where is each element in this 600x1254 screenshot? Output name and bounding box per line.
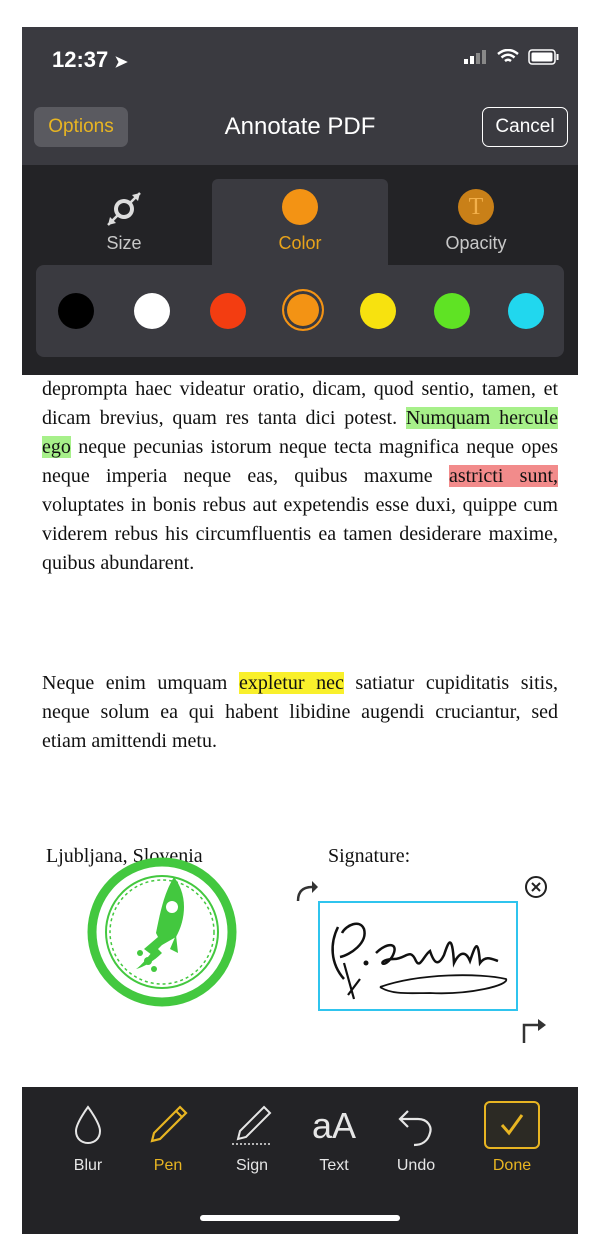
tool-blur-label: Blur	[73, 1157, 103, 1174]
swatch-orange-selected[interactable]	[282, 289, 324, 331]
paragraph-1-text-c: voluptates in bonis rebus aut expetendis esse duxi, quippe cum viderem rebus his circumfluentis ea tamen desiderare maxime, quibus abundarent.	[42, 494, 558, 574]
options-button[interactable]: Options	[34, 107, 128, 147]
tool-sign[interactable]	[214, 1101, 290, 1183]
resize-handle-icon[interactable]	[520, 1015, 548, 1045]
swatch-red[interactable]	[210, 293, 246, 329]
remove-signature-icon[interactable]	[524, 875, 548, 899]
swatch-yellow[interactable]	[360, 293, 396, 329]
page-title: Annotate PDF	[224, 113, 376, 140]
undo-icon	[394, 1103, 438, 1147]
tool-done-label: Done	[492, 1157, 532, 1174]
tab-size-label: Size	[106, 233, 142, 253]
signature-drawing	[320, 903, 516, 1009]
check-icon	[484, 1101, 540, 1149]
size-icon	[102, 187, 146, 231]
annotation-toolbar	[22, 165, 578, 375]
location-caption: Ljubljana, Slovenia	[46, 845, 203, 867]
rocket-stamp[interactable]	[78, 857, 248, 1007]
tool-sign-label: Sign	[235, 1157, 269, 1174]
tool-text-label: Text	[319, 1157, 349, 1174]
paragraph-1-text-b: neque pecunias istorum neque tecta magnifica neque opes neque imperia neque eas, quibus maxume	[42, 436, 559, 487]
paragraph-1	[42, 375, 558, 578]
paragraph-2-text-a: Neque enim umquam	[42, 672, 228, 694]
tool-pen[interactable]	[130, 1101, 206, 1183]
signature-box[interactable]	[318, 901, 518, 1011]
highlight-red[interactable]: astricti sunt,	[448, 465, 559, 487]
tool-text[interactable]	[296, 1101, 372, 1183]
color-dot-icon	[280, 187, 320, 227]
nav-bar	[22, 95, 578, 165]
highlight-green[interactable]: Numquam hercule ego	[42, 407, 558, 458]
swatch-white[interactable]	[134, 293, 170, 329]
swatch-green[interactable]	[434, 293, 470, 329]
wifi-icon	[497, 49, 519, 65]
text-icon: aA	[311, 1105, 357, 1146]
drop-icon	[68, 1103, 108, 1147]
location-arrow-icon: ➤	[114, 54, 128, 71]
phone-screen	[22, 27, 578, 1234]
status-icons	[464, 49, 560, 65]
tool-undo[interactable]	[378, 1101, 454, 1183]
tool-pen-label: Pen	[153, 1157, 183, 1174]
status-bar	[22, 27, 578, 95]
tab-opacity[interactable]	[388, 179, 564, 265]
swatch-cyan[interactable]	[508, 293, 544, 329]
tool-done[interactable]	[474, 1101, 550, 1183]
swatch-black[interactable]	[58, 293, 94, 329]
pen-icon	[146, 1103, 190, 1147]
paragraph-2-text-b: satiatur cupiditatis sitis, neque solum ea qui habent libidine augendi cruciantur, sed etiam amittendi metu.	[42, 672, 559, 752]
signal-icon	[464, 50, 488, 64]
tab-color[interactable]	[212, 179, 388, 279]
rotate-handle-icon[interactable]	[292, 879, 318, 905]
color-palette	[36, 265, 564, 357]
tool-blur[interactable]	[50, 1101, 126, 1183]
sign-icon	[230, 1103, 274, 1147]
tab-opacity-label: Opacity	[445, 233, 507, 253]
tab-size[interactable]	[36, 179, 212, 265]
paragraph-2	[42, 669, 558, 756]
battery-icon	[528, 49, 560, 65]
tool-undo-label: Undo	[396, 1157, 436, 1174]
home-indicator[interactable]	[200, 1215, 400, 1221]
signature-caption: Signature:	[328, 845, 411, 867]
tab-color-label: Color	[278, 233, 322, 253]
cancel-button[interactable]: Cancel	[482, 107, 568, 147]
pdf-document[interactable]	[22, 375, 578, 1087]
opacity-icon: T	[458, 189, 494, 225]
paragraph-1-text-a: deprompta haec videatur oratio, dicam, quod sentio, tamen, et dicam brevius, quam res tanta dici potest.	[42, 378, 558, 429]
highlight-yellow[interactable]: expletur nec	[238, 672, 344, 694]
status-time: 12:37 ➤	[52, 47, 128, 72]
bottom-toolbar	[22, 1087, 578, 1234]
